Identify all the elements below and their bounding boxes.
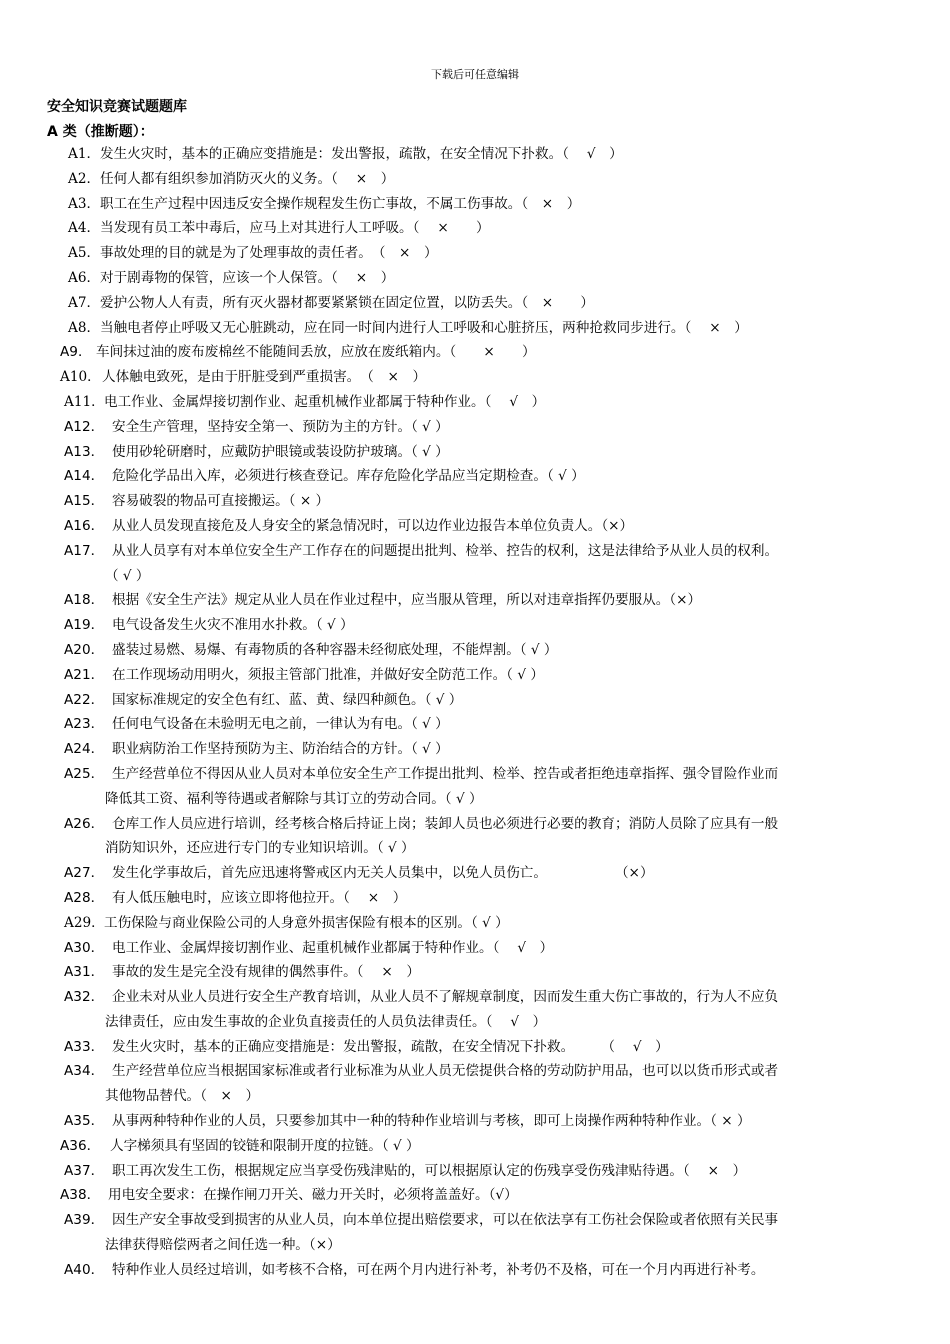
- question-item: [0, 192, 950, 217]
- question-text: 危险化学品出入库，必须进行核查登记。库存危险化学品应当定期检查。（ √ ）: [112, 468, 585, 485]
- question-number: A28．: [64, 889, 105, 906]
- question-number: A14．: [64, 468, 105, 485]
- question-number: A25．: [64, 765, 105, 782]
- question-list: [0, 142, 950, 1283]
- question-number: A2．: [68, 170, 101, 187]
- question-number: A20．: [64, 641, 105, 658]
- question-item: [0, 167, 950, 192]
- question-item: [0, 737, 950, 762]
- question-text: 发生火灾时，基本的正确应变措施是：发出警报，疏散，在安全情况下扑救。 （ √ ）: [112, 1038, 669, 1055]
- question-item: [0, 1183, 950, 1208]
- question-text: 职工在生产过程中因违反安全操作规程发生伤亡事故，不属工伤事故。（ × ）: [100, 195, 581, 212]
- question-item: [0, 1208, 950, 1258]
- question-number: A9．: [60, 344, 92, 361]
- question-item: [0, 861, 950, 886]
- question-text: 从事两种特种作业的人员，只要参加其中一种的特种作业培训与考核，即可上岗操作两种特种作业。（ × ）: [112, 1113, 751, 1130]
- question-number: A6．: [68, 269, 101, 286]
- question-number: A31．: [64, 964, 105, 981]
- question-text: 职业病防治工作坚持预防为主、防治结合的方针。（ √ ）: [112, 741, 449, 758]
- document-title: 安全知识竞赛试题题库: [47, 99, 187, 115]
- question-item: [0, 911, 950, 936]
- question-text: 用电安全要求：在操作闸刀开关、磁力开关时，必须将盖盖好。（√）: [108, 1187, 518, 1204]
- question-text: 车间抹过油的废布废棉丝不能随间丢放，应放在废纸箱内。（ × ）: [96, 344, 536, 361]
- question-item: [0, 440, 950, 465]
- question-text: 人体触电致死，是由于肝脏受到严重损害。 （ × ）: [102, 369, 427, 386]
- question-item: [0, 1258, 950, 1283]
- question-number: A12．: [64, 418, 105, 435]
- question-number: A4．: [68, 220, 101, 237]
- question-item: [0, 216, 950, 241]
- question-text: 电工作业、金属焊接切割作业、起重机械作业都属于特种作业。（ √ ）: [112, 939, 554, 956]
- question-number: A3．: [68, 195, 101, 212]
- question-item: [0, 142, 950, 167]
- question-item: [0, 688, 950, 713]
- question-number: A27．: [64, 865, 105, 882]
- question-number: A29．: [64, 914, 105, 931]
- question-text: 从业人员发现直接危及人身安全的紧急情况时，可以边作业边报告本单位负责人。（×）: [112, 517, 634, 534]
- question-text: 对于剧毒物的保管，应该一个人保管。（ × ）: [100, 269, 395, 286]
- question-item: [0, 663, 950, 688]
- section-title: A 类（推断题）：: [47, 124, 154, 140]
- question-item: [0, 1059, 950, 1109]
- question-number: A39．: [64, 1212, 105, 1229]
- question-text: 任何电气设备在未验明无电之前，一律认为有电。（ √ ）: [112, 716, 449, 733]
- question-text-continued: 降低其工资、福利等待遇或者解除与其订立的劳动合同。（ √ ）: [105, 790, 483, 807]
- question-text: 任何人都有组织参加消防灭火的义务。（ × ）: [100, 170, 395, 187]
- question-text: 有人低压触电时，应该立即将他拉开。（ × ）: [112, 889, 407, 906]
- question-text: 事故处理的目的就是为了处理事故的责任者。 （ × ）: [100, 245, 438, 262]
- question-text: 因生产安全事故受到损害的从业人员，向本单位提出赔偿要求，可以在依法享有工伤社会保险或者依照有关民事: [112, 1212, 779, 1229]
- question-number: A7．: [68, 294, 101, 311]
- question-text: 生产经营单位不得因从业人员对本单位安全生产工作提出批判、检举、控告或者拒绝违章指挥、强令冒险作业而: [112, 765, 779, 782]
- question-item: [0, 489, 950, 514]
- question-text: 使用砂轮研磨时，应戴防护眼镜或装设防护玻璃。（ √ ）: [112, 443, 449, 460]
- question-item: [0, 390, 950, 415]
- question-item: [0, 291, 950, 316]
- question-item: [0, 464, 950, 489]
- question-text: 发生火灾时，基本的正确应变措施是：发出警报，疏散，在安全情况下扑救。（ √ ）: [100, 146, 623, 162]
- question-text: 工伤保险与商业保险公司的人身意外损害保险有根本的区别。（ √ ）: [104, 914, 509, 931]
- question-number: A8．: [68, 319, 101, 336]
- question-item: [0, 638, 950, 663]
- question-number: A13．: [64, 443, 105, 460]
- question-item: [0, 539, 950, 589]
- question-item: [0, 340, 950, 365]
- question-number: A17．: [64, 542, 105, 559]
- question-item: [0, 241, 950, 266]
- question-text: 生产经营单位应当根据国家标准或者行业标准为从业人员无偿提供合格的劳动防护用品，也可以以货币形式或者: [112, 1063, 779, 1080]
- question-item: [0, 960, 950, 985]
- question-text-continued: （ √ ）: [105, 567, 150, 584]
- question-text: 电气设备发生火灾不准用水扑救。（ √ ）: [112, 617, 354, 634]
- question-text: 爱护公物人人有责，所有灭火器材都要紧紧锁在固定位置，以防丢失。（ × ）: [100, 294, 594, 311]
- question-text: 仓库工作人员应进行培训，经考核合格后持证上岗；装卸人员也必须进行必要的教育；消防人员除了应具有一般: [112, 815, 779, 832]
- question-text: 盛装过易燃、易爆、有毒物质的各种容器未经彻底处理，不能焊割。（ √ ）: [112, 641, 558, 658]
- question-text-continued: 消防知识外，还应进行专门的专业知识培训。（ √ ）: [105, 840, 415, 857]
- question-number: A36．: [60, 1137, 101, 1154]
- question-item: [0, 762, 950, 812]
- question-text: 安全生产管理，坚持安全第一、预防为主的方针。（ √ ）: [112, 418, 449, 435]
- question-number: A34．: [64, 1063, 105, 1080]
- question-text: 特种作业人员经过培训，如考核不合格，可在两个月内进行补考，补考仍不及格，可在一个月内再进行补考。: [112, 1261, 765, 1278]
- question-item: [0, 514, 950, 539]
- question-text: 事故的发生是完全没有规律的偶然事件。（ × ）: [112, 964, 420, 981]
- question-item: [0, 936, 950, 961]
- question-number: A40．: [64, 1261, 105, 1278]
- question-number: A18．: [64, 592, 105, 609]
- question-text: 当发现有员工苯中毒后，应马上对其进行人工呼吸。（ × ）: [100, 220, 490, 237]
- question-item: [0, 712, 950, 737]
- question-item: [0, 1134, 950, 1159]
- question-number: A21．: [64, 666, 105, 683]
- question-number: A19．: [64, 617, 105, 634]
- question-number: A1．: [68, 146, 101, 162]
- question-item: [0, 886, 950, 911]
- question-number: A23．: [64, 716, 105, 733]
- question-number: A37．: [64, 1162, 105, 1179]
- question-number: A5．: [68, 245, 101, 262]
- question-item: [0, 1035, 950, 1060]
- question-number: A26．: [64, 815, 105, 832]
- question-text-continued: 其他物品替代。（ × ）: [105, 1088, 260, 1105]
- question-text-continued: 法律责任，应由发生事故的企业负直接责任的人员负法律责任。（ √ ）: [105, 1013, 547, 1030]
- question-text: 国家标准规定的安全色有红、蓝、黄、绿四种颜色。（ √ ）: [112, 691, 463, 708]
- question-number: A15．: [64, 493, 105, 510]
- question-item: [0, 588, 950, 613]
- question-text: 人字梯须具有坚固的铰链和限制开度的拉链。（ √ ）: [110, 1137, 420, 1154]
- page-header: 下载后可任意编辑: [431, 68, 519, 81]
- question-item: [0, 1159, 950, 1184]
- question-number: A32．: [64, 989, 105, 1006]
- question-number: A38．: [60, 1187, 101, 1204]
- question-text: 职工再次发生工伤，根据规定应当享受伤残津贴的，可以根据原认定的伤残享受伤残津贴待遇。（ × ）: [112, 1162, 747, 1179]
- question-item: [0, 266, 950, 291]
- question-item: [0, 985, 950, 1035]
- question-number: A11．: [64, 393, 105, 410]
- question-item: [0, 1109, 950, 1134]
- question-number: A30．: [64, 939, 105, 956]
- question-item: [0, 613, 950, 638]
- question-text-continued: 法律获得赔偿两者之间任选一种。（×）: [105, 1237, 341, 1254]
- question-text: 发生化学事故后，首先应迅速将警戒区内无关人员集中，以免人员伤亡。 （×）: [112, 865, 654, 882]
- question-text: 容易破裂的物品可直接搬运。（ × ）: [112, 493, 330, 510]
- question-number: A22．: [64, 691, 105, 708]
- question-number: A10．: [60, 369, 101, 386]
- question-number: A35．: [64, 1113, 105, 1130]
- question-text: 企业未对从业人员进行安全生产教育培训，从业人员不了解规章制度，因而发生重大伤亡事故的，行为人不应负: [112, 989, 779, 1006]
- question-text: 根据《安全生产法》规定从业人员在作业过程中，应当服从管理，所以对违章指挥仍要服从。（×）: [112, 592, 702, 609]
- question-item: [0, 812, 950, 862]
- question-item: [0, 415, 950, 440]
- question-item: [0, 316, 950, 341]
- question-number: A33．: [64, 1038, 105, 1055]
- question-text: 在工作现场动用明火，须报主管部门批准，并做好安全防范工作。（ √ ）: [112, 666, 544, 683]
- question-number: A16．: [64, 517, 105, 534]
- question-text: 电工作业、金属焊接切割作业、起重机械作业都属于特种作业。（ √ ）: [104, 393, 546, 410]
- question-item: [0, 365, 950, 390]
- question-text: 从业人员享有对本单位安全生产工作存在的问题提出批判、检举、控告的权利，这是法律给予从业人员的权利。: [112, 542, 779, 559]
- question-text: 当触电者停止呼吸又无心脏跳动，应在同一时间内进行人工呼吸和心脏挤压，两种抢救同步进行。（ × ）: [100, 319, 748, 336]
- question-number: A24．: [64, 741, 105, 758]
